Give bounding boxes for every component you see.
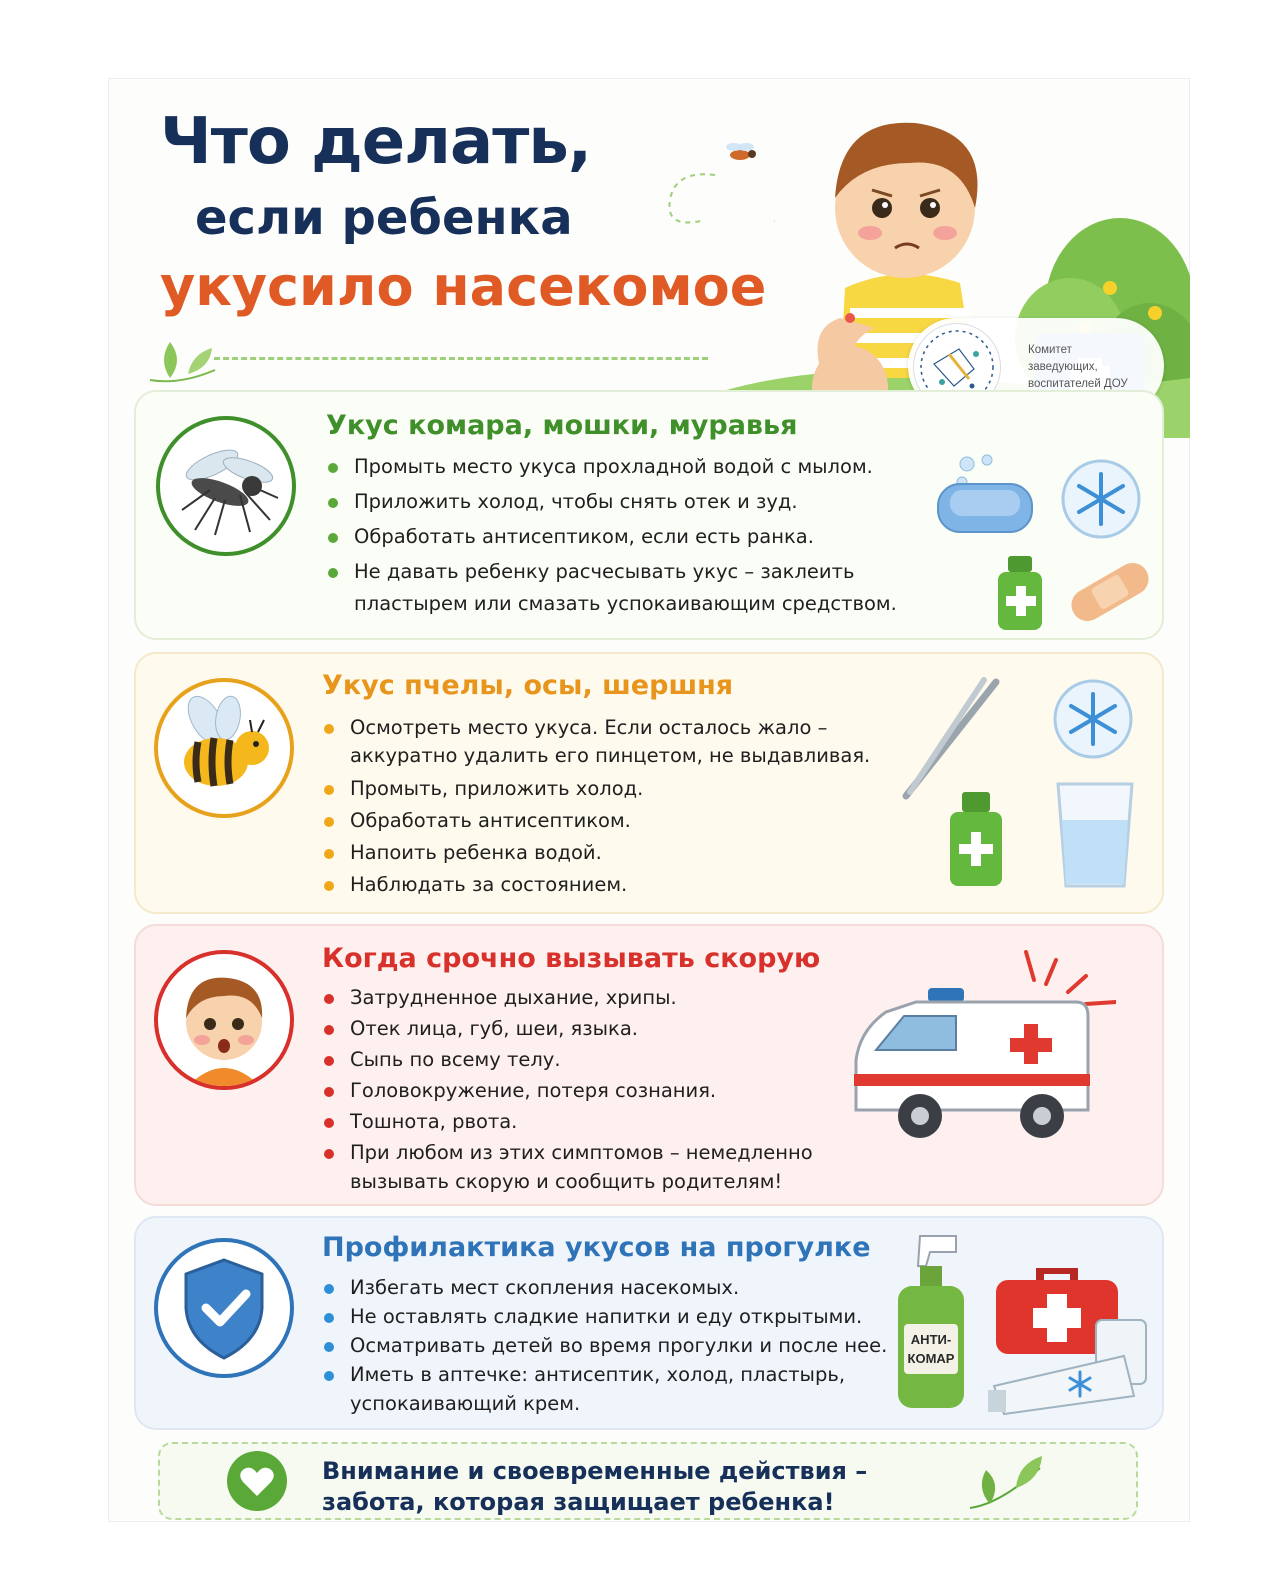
emergency-section-title: Когда срочно вызывать скорую <box>322 943 821 974</box>
bullet-dot <box>324 1342 334 1352</box>
snowflake-icon <box>1058 456 1144 542</box>
list-item-text: Не оставлять сладкие напитки и еду открытыми. <box>350 1305 863 1328</box>
list-item-text: вызывать скорую и сообщить родителям! <box>350 1170 783 1193</box>
list-item-text: Осматривать детей во время прогулки и после нее. <box>350 1334 888 1357</box>
prevention-section-title: Профилактика укусов на прогулке <box>322 1232 871 1263</box>
bullet-dot <box>324 1284 334 1294</box>
list-item-text: Отек лица, губ, шеи, языка. <box>350 1017 638 1040</box>
list-item <box>324 873 870 905</box>
bullet-dot <box>328 463 338 473</box>
spray-label-line-1: АНТИ- <box>910 1332 952 1347</box>
bullet-dot <box>328 533 338 543</box>
bullet-dot <box>324 1118 334 1128</box>
list-item <box>324 1048 813 1079</box>
list-item <box>324 809 870 841</box>
list-item-text: успокаивающий крем. <box>350 1392 581 1415</box>
soap-icon <box>932 452 1042 542</box>
bullet-dot <box>328 568 338 578</box>
list-item-text: Наблюдать за состоянием. <box>350 873 628 896</box>
footer-line-2: забота, которая защищает ребенка! <box>322 1488 835 1516</box>
badge-line-1: Комитет <box>1028 344 1072 356</box>
list-item <box>324 1017 813 1048</box>
list-item-continued <box>324 1392 887 1421</box>
badge-line-3: воспитателей ДОУ <box>1028 378 1128 390</box>
mosquito-section-title: Укус комара, мошки, муравья <box>326 410 798 441</box>
antiseptic-bottle-icon <box>946 790 1006 890</box>
bee-section-title: Укус пчелы, осы, шершня <box>322 670 734 701</box>
bee-icon <box>154 678 294 818</box>
list-item-text: Обработать антисептиком. <box>350 809 631 832</box>
water-glass-icon <box>1054 780 1136 892</box>
list-item-text: Головокружение, потеря сознания. <box>350 1079 717 1102</box>
bullet-dot <box>324 817 334 827</box>
list-item-text: Осмотреть место укуса. Если осталось жало – <box>350 716 828 739</box>
list-item-text: Приложить холод, чтобы снять отек и зуд. <box>354 490 798 513</box>
bullet-dot <box>324 1149 334 1159</box>
title-line-1: Что делать, <box>160 105 592 179</box>
list-item-text: Промыть, приложить холод. <box>350 777 644 800</box>
footer-banner <box>158 1442 1138 1520</box>
snowflake-icon <box>1050 676 1136 762</box>
heart-icon <box>226 1450 288 1512</box>
list-item-continued <box>324 744 870 777</box>
list-item-continued <box>328 592 897 622</box>
cream-tube-icon <box>984 1316 1154 1416</box>
insect-repellent-spray-icon <box>890 1232 970 1412</box>
list-item-text: аккуратно удалить его пинцетом, не выдавливая. <box>350 744 871 767</box>
bullet-dot <box>328 498 338 508</box>
list-item <box>324 1305 887 1334</box>
mosquito-steps-list <box>328 455 897 622</box>
list-item <box>324 1141 813 1170</box>
title-divider <box>214 357 708 360</box>
antiseptic-bottle-icon <box>992 554 1048 634</box>
plaster-icon <box>1062 556 1158 628</box>
list-item-text: Промыть место укуса прохладной водой с мылом. <box>354 455 873 478</box>
title-line-3: укусило насекомое <box>160 255 767 318</box>
footer-line-1: Внимание и своевременные действия – <box>322 1457 868 1485</box>
badge-line-2: заведующих, <box>1028 361 1098 373</box>
bullet-dot <box>324 1056 334 1066</box>
title-line-2: если ребенка <box>195 190 573 246</box>
leaf-decoration-icon <box>140 330 220 390</box>
list-item <box>328 455 897 490</box>
bullet-dot <box>324 1313 334 1323</box>
list-item-text: При любом из этих симптомов – немедленно <box>350 1141 813 1164</box>
bullet-dot <box>324 1025 334 1035</box>
mosquito-icon <box>156 416 296 556</box>
leaf-decoration-icon <box>960 1448 1050 1516</box>
list-item-text: Затрудненное дыхание, хрипы. <box>350 986 677 1009</box>
list-item-text: Иметь в аптечке: антисептик, холод, пластырь, <box>350 1363 846 1386</box>
spray-label-line-2: КОМАР <box>907 1351 955 1366</box>
bullet-dot <box>324 881 334 891</box>
list-item <box>324 1079 813 1110</box>
shield-check-icon <box>154 1238 294 1378</box>
list-item <box>328 560 897 592</box>
bullet-dot <box>324 849 334 859</box>
list-item <box>324 986 813 1017</box>
list-item <box>324 1363 887 1392</box>
list-item-text: Обработать антисептиком, если есть ранка. <box>354 525 814 548</box>
list-item-text: Избегать мест скопления насекомых. <box>350 1276 740 1299</box>
bullet-dot <box>324 724 334 734</box>
list-item <box>328 525 897 560</box>
tweezers-icon <box>896 676 1006 806</box>
list-item-text: Тошнота, рвота. <box>350 1110 518 1133</box>
list-item <box>324 1276 887 1305</box>
sick-child-icon <box>154 950 294 1090</box>
list-item <box>324 1334 887 1363</box>
bullet-dot <box>324 1371 334 1381</box>
list-item-continued <box>324 1170 813 1199</box>
bullet-dot <box>324 994 334 1004</box>
bullet-dot <box>324 785 334 795</box>
bullet-dot <box>324 1087 334 1097</box>
list-item-text: Напоить ребенка водой. <box>350 841 602 864</box>
list-item <box>324 777 870 809</box>
emergency-symptoms-list <box>324 986 813 1199</box>
list-item <box>324 841 870 873</box>
list-item-text: Сыпь по всему телу. <box>350 1048 561 1071</box>
ambulance-icon <box>846 950 1116 1160</box>
list-item <box>324 716 870 744</box>
list-item-text: Не давать ребенку расчесывать укус – заклеить <box>354 560 855 583</box>
bee-steps-list <box>324 716 870 905</box>
list-item <box>328 490 897 525</box>
list-item-text: пластырем или смазать успокаивающим средством. <box>354 592 897 615</box>
prevention-tips-list <box>324 1276 887 1421</box>
list-item <box>324 1110 813 1141</box>
